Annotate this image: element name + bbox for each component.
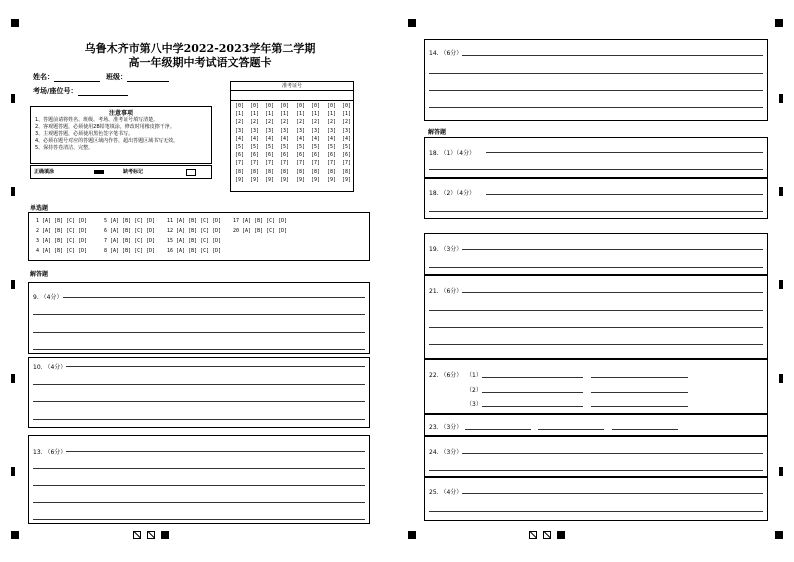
exam-id-bubble[interactable]: [9] (250, 176, 260, 183)
q19-label: 19. （3分） (429, 246, 463, 253)
page-code-box (543, 531, 551, 539)
notice-box (30, 106, 212, 164)
exam-id-write-row[interactable] (231, 91, 353, 101)
q22-part3-label: （3） (466, 401, 482, 408)
exam-id-bubble[interactable]: [4] (265, 135, 275, 142)
exam-id-bubble[interactable]: [3] (327, 127, 337, 134)
exam-id-bubble[interactable]: [6] (250, 152, 260, 159)
exam-id-bubble[interactable]: [0] (311, 103, 321, 109)
exam-id-bubble[interactable]: [1] (327, 111, 337, 118)
class-field[interactable] (106, 72, 169, 82)
timing-mark (779, 374, 783, 383)
mc-question-options[interactable]: 3 [A] [B] [C] [D] (36, 238, 88, 244)
notice-item: 4、必须在题号对应的答题区域内作答，超出答题区域书写无效。 (35, 138, 179, 144)
page-code-fill (161, 531, 169, 539)
answer-box-q25[interactable] (424, 477, 768, 521)
exam-id-bubble[interactable]: [7] (327, 160, 337, 167)
timing-mark (779, 94, 783, 103)
right-answer-section-title: 解答题 (428, 129, 447, 136)
mc-question-options[interactable]: 17 [A] [B] [C] [D] (233, 218, 288, 224)
exam-id-bubble[interactable]: [0] (250, 103, 260, 109)
correct-fill-label: 正确填涂 (34, 169, 55, 175)
answer-box-q19[interactable] (424, 233, 768, 275)
answer-box-q23[interactable] (424, 414, 768, 436)
exam-id-bubble[interactable]: [4] (250, 135, 260, 142)
exam-id-bubble[interactable]: [2] (235, 119, 245, 126)
timing-mark (779, 280, 783, 289)
q24-label: 24. （3分） (429, 449, 463, 456)
exam-id-bubble[interactable]: [6] (311, 152, 321, 159)
mc-question-options[interactable]: 4 [A] [B] [C] [D] (36, 248, 88, 254)
answer-box-q18-1[interactable] (424, 137, 768, 178)
mc-question-options[interactable]: 15 [A] [B] [C] [D] (167, 238, 222, 244)
exam-id-bubble[interactable]: [2] (311, 119, 321, 126)
timing-mark (779, 467, 783, 476)
corner-mark-bottom-right (775, 531, 783, 539)
corner-mark-center-bottom (408, 531, 416, 539)
exam-id-bubble[interactable]: [3] (342, 127, 352, 134)
exam-id-bubble[interactable]: [9] (235, 176, 245, 183)
class-label: 班级： (106, 73, 127, 81)
timing-mark (11, 374, 15, 383)
exam-id-bubble[interactable]: [7] (296, 160, 306, 167)
exam-id-bubble[interactable]: [9] (342, 176, 352, 183)
corner-mark-top-right (775, 19, 783, 27)
answer-box-q10[interactable] (28, 357, 370, 428)
absent-checkbox[interactable] (186, 169, 196, 176)
exam-id-bubble[interactable]: [4] (235, 135, 245, 142)
exam-id-bubble[interactable]: [6] (327, 152, 337, 159)
exam-id-bubble[interactable]: [5] (235, 144, 245, 151)
corner-mark-top-left (11, 19, 19, 27)
exam-id-bubble[interactable]: [3] (265, 127, 275, 134)
mc-question-options[interactable]: 8 [A] [B] [C] [D] (104, 248, 156, 254)
timing-mark (11, 94, 15, 103)
exam-id-column[interactable] (342, 102, 351, 184)
exam-id-bubble[interactable]: [5] (327, 144, 337, 151)
exam-id-bubble[interactable]: [6] (342, 152, 352, 159)
exam-id-bubble[interactable]: [9] (327, 176, 337, 183)
exam-id-bubble[interactable]: [5] (311, 144, 321, 151)
exam-id-bubble[interactable]: [1] (296, 111, 306, 118)
notice-item: 1、答题前请将姓名、班级、考场、准考证号填写清楚。 (35, 117, 159, 123)
notice-item: 2、客观题答题，必须使用2B铅笔填涂，修改时用橡皮擦干净。 (35, 124, 175, 130)
answer-box-q14[interactable] (424, 39, 768, 121)
q22-part1-label: （1） (466, 372, 482, 379)
page-code-box (529, 531, 537, 539)
exam-id-bubble[interactable]: [8] (265, 168, 275, 175)
exam-id-bubble[interactable]: [3] (250, 127, 260, 134)
exam-id-bubble[interactable]: [0] (296, 103, 306, 109)
q22-part2-label: （2） (466, 387, 482, 394)
exam-id-bubble[interactable]: [7] (250, 160, 260, 167)
exam-id-bubble[interactable]: [4] (296, 135, 306, 142)
exam-id-bubble[interactable]: [9] (296, 176, 306, 183)
seat-label: 考场/座位号： (33, 87, 78, 95)
mc-section-title: 单选题 (30, 205, 49, 212)
exam-id-bubble[interactable]: [0] (327, 103, 337, 109)
exam-id-bubble[interactable]: [1] (265, 111, 275, 118)
q14-label: 14. （6分） (429, 50, 463, 57)
left-answer-section-title: 解答题 (30, 271, 49, 278)
page-title-line1: 乌鲁木齐市第八中学2022-2023学年第二学期 (84, 42, 316, 55)
exam-id-bubble[interactable]: [0] (265, 103, 275, 109)
mc-question-options[interactable]: 12 [A] [B] [C] [D] (167, 228, 222, 234)
corner-mark-bottom-left (11, 531, 19, 539)
exam-id-bubble[interactable]: [6] (296, 152, 306, 159)
corner-mark-center-top (408, 19, 416, 27)
exam-id-title: 准考证号 (231, 82, 353, 91)
exam-id-bubble[interactable]: [7] (311, 160, 321, 167)
page-code-box (147, 531, 155, 539)
exam-id-bubble[interactable]: [6] (235, 152, 245, 159)
seat-field[interactable] (33, 86, 128, 96)
exam-id-column[interactable] (311, 102, 320, 184)
correct-fill-sample (94, 170, 104, 174)
mc-box[interactable] (28, 212, 370, 261)
q13-label: 13. （6分） (33, 449, 67, 456)
exam-id-grid[interactable] (230, 81, 354, 192)
mc-question-options[interactable]: 5 [A] [B] [C] [D] (104, 218, 156, 224)
exam-id-bubble[interactable]: [1] (280, 111, 290, 118)
timing-mark (11, 187, 15, 196)
q25-label: 25. （4分） (429, 489, 463, 496)
absent-label: 缺考标记 (123, 169, 144, 175)
q18-2-label: 18. （2）（4分） (429, 190, 476, 197)
exam-id-bubble[interactable]: [4] (327, 135, 337, 142)
exam-id-bubble[interactable]: [4] (342, 135, 352, 142)
page-code-box (133, 531, 141, 539)
exam-id-bubble[interactable]: [8] (296, 168, 306, 175)
q9-label: 9. （4分） (33, 294, 63, 301)
q23-label: 23. （3分） (429, 424, 463, 431)
answer-box-q9[interactable] (28, 282, 370, 354)
exam-id-column[interactable] (235, 102, 244, 184)
exam-id-bubble[interactable]: [3] (280, 127, 290, 134)
exam-id-bubble[interactable]: [0] (342, 103, 352, 109)
exam-id-bubble[interactable]: [8] (327, 168, 337, 175)
exam-id-column[interactable] (250, 102, 259, 184)
exam-id-bubble[interactable]: [8] (235, 168, 245, 175)
q22-label: 22. （6分） (429, 372, 463, 379)
mc-question-options[interactable]: 20 [A] [B] [C] [D] (233, 228, 288, 234)
mc-question-options[interactable]: 16 [A] [B] [C] [D] (167, 248, 222, 254)
exam-id-bubble[interactable]: [2] (296, 119, 306, 126)
exam-id-bubble[interactable]: [0] (235, 103, 245, 109)
exam-id-bubble[interactable]: [0] (280, 103, 290, 109)
exam-id-bubble[interactable]: [5] (250, 144, 260, 151)
exam-id-bubble[interactable]: [9] (311, 176, 321, 183)
exam-id-bubble[interactable]: [8] (311, 168, 321, 175)
exam-id-column[interactable] (327, 102, 336, 184)
fill-sample-box (30, 165, 212, 179)
exam-id-bubble[interactable]: [9] (280, 176, 290, 183)
name-label: 姓名： (33, 73, 54, 81)
exam-id-bubble[interactable]: [8] (342, 168, 352, 175)
exam-id-bubble[interactable]: [7] (342, 160, 352, 167)
exam-id-bubble[interactable]: [1] (342, 111, 352, 118)
notice-title: 注意事项 (108, 110, 133, 117)
q21-label: 21. （6分） (429, 288, 463, 295)
exam-id-column[interactable] (280, 102, 289, 184)
exam-id-bubble[interactable]: [6] (265, 152, 275, 159)
notice-item: 3、主观题答题，必须使用黑色签字笔书写。 (35, 131, 134, 137)
exam-id-bubble[interactable]: [3] (311, 127, 321, 134)
page-title-line2: 高一年级期中考试语文答题卡 (128, 56, 272, 69)
exam-id-bubble[interactable]: [1] (235, 111, 245, 118)
exam-id-bubble[interactable]: [5] (280, 144, 290, 151)
mc-question-options[interactable]: 1 [A] [B] [C] [D] (36, 218, 88, 224)
exam-id-bubble[interactable]: [2] (280, 119, 290, 126)
name-field[interactable] (33, 72, 100, 82)
timing-mark (11, 280, 15, 289)
exam-id-column[interactable] (265, 102, 274, 184)
exam-id-bubble[interactable]: [2] (250, 119, 260, 126)
exam-id-bubble[interactable]: [4] (311, 135, 321, 142)
exam-id-bubble[interactable]: [9] (265, 176, 275, 183)
exam-id-bubble[interactable]: [5] (265, 144, 275, 151)
exam-id-bubble[interactable]: [4] (280, 135, 290, 142)
exam-id-bubble[interactable]: [1] (250, 111, 260, 118)
exam-id-bubble[interactable]: [2] (342, 119, 352, 126)
q10-label: 10. （4分） (33, 364, 67, 371)
exam-id-bubble[interactable]: [3] (296, 127, 306, 134)
exam-id-bubble[interactable]: [7] (265, 160, 275, 167)
exam-id-bubble[interactable]: [8] (280, 168, 290, 175)
exam-id-bubble[interactable]: [7] (235, 160, 245, 167)
exam-id-column[interactable] (296, 102, 305, 184)
answer-box-q21[interactable] (424, 275, 768, 359)
notice-item: 5、保持答卷清洁、完整。 (35, 145, 94, 151)
exam-id-bubble[interactable]: [5] (342, 144, 352, 151)
exam-id-bubble[interactable]: [7] (280, 160, 290, 167)
exam-id-bubble[interactable]: [8] (250, 168, 260, 175)
mc-question-options[interactable]: 6 [A] [B] [C] [D] (104, 228, 156, 234)
exam-id-bubble[interactable]: [3] (235, 127, 245, 134)
mc-question-options[interactable]: 11 [A] [B] [C] [D] (167, 218, 222, 224)
timing-mark (11, 467, 15, 476)
mc-question-options[interactable]: 2 [A] [B] [C] [D] (36, 228, 88, 234)
answer-box-q13[interactable] (28, 435, 370, 524)
exam-id-bubble[interactable]: [2] (265, 119, 275, 126)
page-code-fill (557, 531, 565, 539)
exam-id-bubble[interactable]: [2] (327, 119, 337, 126)
answer-box-q18-2[interactable] (424, 178, 768, 219)
timing-mark (779, 187, 783, 196)
q18-1-label: 18. （1）（4分） (429, 150, 476, 157)
exam-id-bubble[interactable]: [1] (311, 111, 321, 118)
exam-id-bubble[interactable]: [5] (296, 144, 306, 151)
exam-id-bubble[interactable]: [6] (280, 152, 290, 159)
mc-question-options[interactable]: 7 [A] [B] [C] [D] (104, 238, 156, 244)
